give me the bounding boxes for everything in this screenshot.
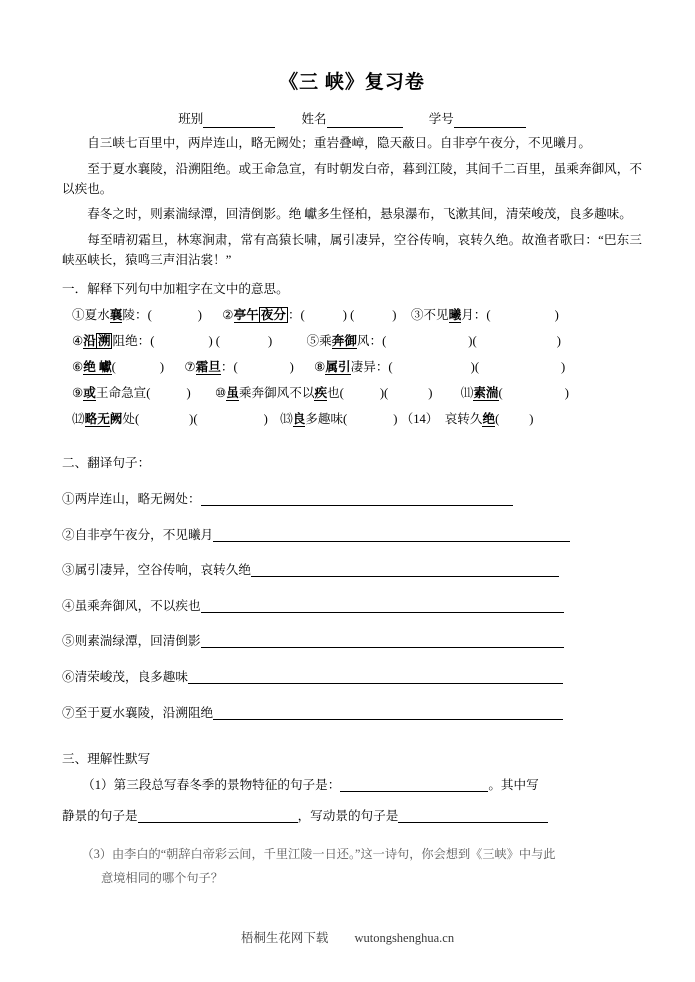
item-suffix: 风： <box>356 334 383 349</box>
answer-rule[interactable] <box>201 599 564 613</box>
item-number: ② <box>222 308 234 323</box>
explain-item: ①夏水襄陵：( ) <box>72 308 202 323</box>
item-text: 两岸连山，略无阙处： <box>74 491 201 506</box>
explain-line <box>62 358 642 377</box>
explain-item: （14） 哀转久绝( ) <box>400 411 534 426</box>
item-prefix: 不见 <box>423 308 449 323</box>
info-label-id: 学号 <box>428 111 454 126</box>
item-text: 虽乘奔御风，不以疾也 <box>74 598 201 613</box>
answer-rule[interactable] <box>201 634 564 648</box>
translate-item <box>62 598 642 616</box>
translate-item <box>62 669 642 687</box>
item-keyword: 奔御 <box>331 334 357 349</box>
explain-item: ⒀良多趣味( ) <box>280 411 398 426</box>
item-prefix: 乘 <box>319 334 332 349</box>
explain-item: ⑥绝 巘( ) <box>72 360 165 375</box>
item-suffix: 多趣味( <box>305 411 348 426</box>
translate-item <box>62 527 642 545</box>
item-keyword: 或 <box>83 385 96 400</box>
answer-rule[interactable] <box>138 809 298 823</box>
item-text: 至于夏水襄陵，沿溯阻绝 <box>74 705 214 720</box>
q1-text-part4: ，写动景的句子是 <box>297 809 399 824</box>
translate-item <box>62 562 642 580</box>
item-suffix: ： <box>220 360 234 375</box>
item-keyword-boxed: 溯 <box>97 334 111 349</box>
footer-site-name: 梧桐生花网下载 <box>240 931 329 945</box>
item-number: ④ <box>62 598 75 613</box>
passage-paragraph-1: 自三峡七百里中，两岸连山，略无阙处；重岩叠嶂，隐天蔽日。自非亭午夜分，不见曦月。 <box>87 135 591 150</box>
explain-item: ③不见曦月：( ) <box>410 308 559 323</box>
item-number: ⑤ <box>62 634 75 649</box>
item-prefix: 哀转久 <box>444 411 483 426</box>
item-number: ⑿ <box>72 411 85 426</box>
item-keyword: 霜旦 <box>195 360 221 375</box>
section1-items <box>62 306 642 428</box>
info-blank-id[interactable] <box>454 112 526 128</box>
item-number: ⑾ <box>460 385 474 400</box>
item-suffix: 处( <box>122 411 140 426</box>
q1-text-part1: （1）第三段总写春冬季的景物特征的句子是： <box>82 778 341 793</box>
item-text: 清荣峻茂，良多趣味 <box>74 670 188 684</box>
translate-item <box>62 633 642 651</box>
item-number: ⑨ <box>72 385 84 400</box>
explain-item: ⑾素湍( ) <box>460 385 569 400</box>
passage-paragraph-3: 春冬之时，则素湍绿潭，回清倒影。绝 巘多生怪柏，悬泉瀑布，飞漱其间，清荣峻茂，良多趣味。 <box>87 207 632 222</box>
explain-item: ⑿略无阙处( )( ) <box>72 411 268 426</box>
item-number: ③ <box>62 563 75 578</box>
item-number: （14） <box>400 411 439 426</box>
item-text: 则素湍绿潭，回清倒影 <box>74 634 201 649</box>
item-keyword: 略无 <box>84 411 110 426</box>
item-number: ④ <box>72 334 84 349</box>
student-info-row <box>62 109 642 128</box>
document-sheet <box>62 0 642 890</box>
answer-rule[interactable] <box>213 706 563 720</box>
section2-heading: 二、翻译句子： <box>62 455 151 470</box>
answer-rule[interactable] <box>398 809 548 823</box>
info-blank-name[interactable] <box>327 112 403 128</box>
explain-line <box>62 410 642 429</box>
page-title: 《三 峡》复习卷 <box>279 72 425 93</box>
item-keyword: 绝 <box>482 411 496 426</box>
item-suffix: 月： <box>461 308 487 323</box>
item-keyword: 沿 <box>83 334 96 349</box>
item-suffix: 阻绝： <box>112 334 151 349</box>
answer-rule[interactable] <box>251 563 559 577</box>
item-suffix: 陵： <box>122 308 148 323</box>
answer-rule[interactable] <box>201 492 513 506</box>
footer <box>0 928 695 946</box>
item-keyword: 素湍 <box>473 385 499 400</box>
item-suffix: ( <box>495 411 500 426</box>
item-prefix: 夏水 <box>84 308 110 323</box>
item-number: ⑥ <box>72 360 84 375</box>
item-keyword: 良 <box>292 411 306 426</box>
item-keyword: 襄 <box>109 308 123 323</box>
translate-item <box>62 491 642 509</box>
item-text: 自非亭午夜分，不见曦月 <box>74 527 214 542</box>
item-text: 属引凄异，空谷传响，哀转久绝 <box>74 563 251 578</box>
item-keyword: 亭午 <box>233 308 259 323</box>
passage-paragraph-4: 每至晴初霜旦，林寒涧肃，常有高猿长啸，属引凄异，空谷传响，哀转久绝。故渔者歌曰：“巴东三峡巫峡长，猿鸣三声泪沾裳！” <box>62 233 642 268</box>
section3-question-1 <box>62 773 642 798</box>
info-field-class <box>178 109 275 128</box>
translate-item <box>62 705 642 723</box>
item-number: ① <box>62 491 75 506</box>
q1-text-part2: 。其中写 <box>488 778 539 793</box>
explain-line <box>62 332 642 351</box>
item-number: ② <box>62 527 75 542</box>
footer-site-url[interactable]: wutongshenghua.cn <box>354 931 455 945</box>
item-suffix: ( <box>498 385 503 400</box>
info-label-name: 姓名 <box>301 111 327 126</box>
passage-paragraph-2: 至于夏水襄陵，沿溯阻绝。或王命急宣，有时朝发白帝，暮到江陵，其间千二百里，虽乘奔御风，不以疾也。 <box>62 161 642 196</box>
section3-question-3-line1: （3）由李白的“朝辞白帝彩云间，千里江陵一日还。”这一诗句，你会想到《三峡》中与此 <box>81 846 556 861</box>
section3-heading: 三、理解性默写 <box>62 752 151 767</box>
info-label-class: 班别 <box>178 111 204 126</box>
section2-items <box>62 491 642 722</box>
item-suffix: 也( <box>327 385 344 400</box>
item-number: ⑤ <box>306 334 320 349</box>
item-number: ⑩ <box>214 385 227 400</box>
item-keyword-2: 疾 <box>314 385 328 400</box>
explain-item: ⑧属引凄异：( )( ) <box>314 360 566 375</box>
info-blank-class[interactable] <box>203 112 275 128</box>
answer-rule[interactable] <box>213 528 570 542</box>
item-number: ③ <box>410 308 424 323</box>
info-field-id <box>429 109 526 128</box>
item-keyword: 绝 巘 <box>83 360 112 375</box>
explain-line <box>62 384 642 403</box>
info-field-name <box>301 109 402 128</box>
item-number: ⑥ <box>62 670 75 684</box>
item-suffix: ： <box>287 308 301 323</box>
explain-item: ②亭午 夜分 ：( ) ( ) <box>222 308 397 323</box>
item-keyword: 曦 <box>448 308 462 323</box>
item-number: ⒀ <box>280 411 293 426</box>
explain-item: ⑩虽乘奔御风不以疾也( )( ) <box>214 385 433 400</box>
item-keyword-boxed: 夜分 <box>260 308 286 323</box>
item-number: ① <box>72 308 85 323</box>
item-suffix: 凄异： <box>350 360 389 375</box>
item-keyword: 属引 <box>325 360 351 375</box>
answer-rule[interactable] <box>340 778 488 792</box>
explain-item: ⑦霜旦：( ) <box>184 360 294 375</box>
explain-item: ④沿 溯 阻绝：( ) ( ) <box>72 334 273 349</box>
item-mid: 乘奔御风不以 <box>238 385 315 400</box>
item-suffix: 王命急宣( <box>95 385 151 400</box>
item-number: ⑧ <box>314 360 326 375</box>
explain-item: ⑤乘奔御风：( )( ) <box>306 334 561 349</box>
section3-question-1-cont <box>62 804 642 829</box>
item-keyword-2: 阙 <box>109 411 123 426</box>
q1-text-part3: 静景的句子是 <box>62 809 138 824</box>
explain-line <box>62 306 642 325</box>
section3-question-3-line2: 意境相同的哪个句子？ <box>101 871 223 886</box>
explain-item: ⑨或王命急宣( ) <box>72 385 191 400</box>
answer-rule[interactable] <box>188 670 563 684</box>
item-keyword: 虽 <box>226 385 239 400</box>
item-number: ⑦ <box>184 360 196 375</box>
section1-heading: 一．解释下列句中加粗字在文中的意思。 <box>62 282 289 297</box>
item-number: ⑦ <box>62 705 75 720</box>
